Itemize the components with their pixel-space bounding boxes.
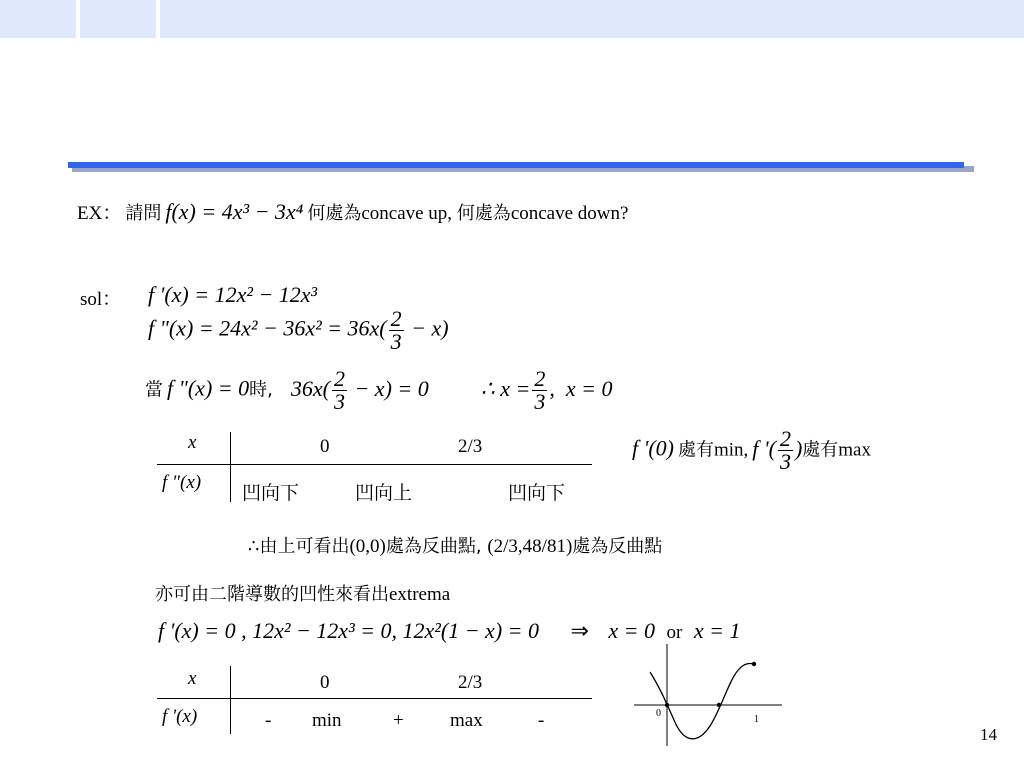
min-en: min, (713, 439, 749, 461)
table1-cell-1: 凹向下 (242, 482, 300, 504)
question-part2-cjk: 何處為 (456, 203, 511, 224)
fp-close: ) (794, 435, 803, 461)
table2-cell-2: min (312, 710, 342, 731)
fraction-denominator: 3 (779, 449, 791, 474)
fraction-numerator: 2 (779, 426, 791, 451)
graph-inflection-point (717, 703, 721, 707)
header-block-3 (160, 0, 1024, 38)
function-expression: f(x) = 4x³ − 3x⁴ (165, 199, 304, 224)
fraction-numerator: 2 (390, 306, 402, 331)
graph-curve (650, 664, 754, 739)
table2-divider (157, 698, 592, 699)
function-sketch-graph (630, 640, 790, 750)
graph-origin-point (665, 703, 669, 707)
max-cjk: 處有 (802, 439, 839, 461)
critical-eq1: f '(x) = 0 (158, 618, 236, 643)
table2-vertical-divider (230, 666, 231, 734)
ask-text: 請問 (125, 203, 162, 224)
f-prime-two-thirds (752, 426, 803, 474)
header-block-1 (0, 0, 76, 38)
second-derivative-suffix: − x) (405, 315, 449, 341)
root-zero: x = 0 (565, 375, 613, 401)
table1-row-label: f "(x) (162, 472, 202, 493)
f-prime-zero: f '(0) (632, 435, 674, 461)
second-derivative-prefix: f "(x) = 24x² − 36x² = 36x( (148, 315, 387, 341)
when-text: 當 (145, 379, 163, 401)
fraction-numerator: 2 (333, 366, 345, 391)
table2-row-label: f '(x) (162, 706, 198, 727)
table1-col-0: 0 (320, 436, 330, 457)
critical-eq2: , 12x² − 12x³ = 0, (241, 618, 398, 643)
fraction-two-thirds (389, 308, 404, 353)
graph-tick-label: 1 (754, 714, 759, 725)
fraction-numerator: 2 (534, 366, 546, 391)
fraction-denominator: 3 (333, 389, 345, 414)
example-label: EX： (77, 203, 122, 224)
or-text: or (666, 622, 683, 643)
root-comma: , (549, 375, 555, 401)
extrema-note (632, 428, 871, 473)
equation-fraction (332, 368, 347, 413)
table1-cell-3: 凹向下 (508, 482, 566, 504)
example-question (77, 198, 628, 225)
question-part1-cjk: 何處為 (307, 203, 362, 224)
equation-suffix: − x) = 0 (348, 375, 429, 401)
table2-col-2-3: 2/3 (458, 672, 483, 693)
root-line (480, 366, 613, 414)
note-fraction (778, 428, 793, 473)
min-cjk: 處有 (677, 439, 714, 461)
therefore-text: ∴ x = (480, 375, 531, 401)
graph-end-point (752, 662, 756, 666)
inflection-mid: 處為反曲點, (385, 536, 488, 557)
critical-eq3: 12x²(1 − x) = 0 (402, 618, 539, 643)
second-derivative-line (148, 308, 449, 353)
page-number: 14 (980, 725, 997, 744)
table2-cell-5: - (538, 710, 545, 731)
second-method-text (155, 580, 450, 606)
question-part2-en: concave down? (510, 203, 629, 224)
equation-line (290, 366, 429, 414)
inflection-suffix: 處為反曲點 (572, 536, 663, 557)
table1-vertical-divider (230, 432, 231, 502)
title-underline (68, 162, 964, 168)
table2-cell-3: + (393, 710, 404, 731)
table2-header-var: x (188, 668, 197, 689)
critical-root-2: x = 1 (693, 618, 741, 643)
header-block-2 (80, 0, 156, 38)
inflection-prefix: ∴由上可看出 (248, 536, 350, 557)
when-expression: f "(x) = 0 (167, 375, 250, 401)
question-part1-en: concave up, (361, 203, 457, 224)
table1-cell-2: 凹向上 (355, 482, 413, 504)
fraction-denominator: 3 (390, 329, 402, 354)
table2-cell-4: max (450, 710, 483, 731)
root-fraction (532, 368, 547, 413)
first-derivative-line: f '(x) = 12x² − 12x³ (148, 282, 318, 307)
inflection-point-1: (0,0) (349, 536, 386, 557)
second-method-en: extrema (389, 584, 451, 605)
second-method-cjk: 亦可由二階導數的凹性來看出 (155, 584, 389, 605)
equation-prefix: 36x( (290, 375, 330, 401)
table1-col-2-3: 2/3 (458, 436, 483, 457)
table2-cell-1: - (265, 710, 272, 731)
critical-root-1: x = 0 (608, 618, 656, 643)
max-en: max (838, 439, 871, 461)
table2-col-0: 0 (320, 672, 330, 693)
implies-arrow: ⇒ (570, 618, 589, 643)
solution-label: sol： (80, 289, 122, 310)
fraction-denominator: 3 (534, 389, 546, 414)
inflection-statement (248, 532, 662, 558)
table1-divider (157, 464, 592, 465)
inflection-point-2: (2/3,48/81) (487, 536, 573, 557)
fp-open: f '( (752, 435, 776, 461)
time-text: 時, (249, 379, 273, 401)
table1-header-var: x (188, 432, 197, 453)
when-line (145, 368, 612, 413)
graph-origin-label: 0 (656, 708, 661, 719)
